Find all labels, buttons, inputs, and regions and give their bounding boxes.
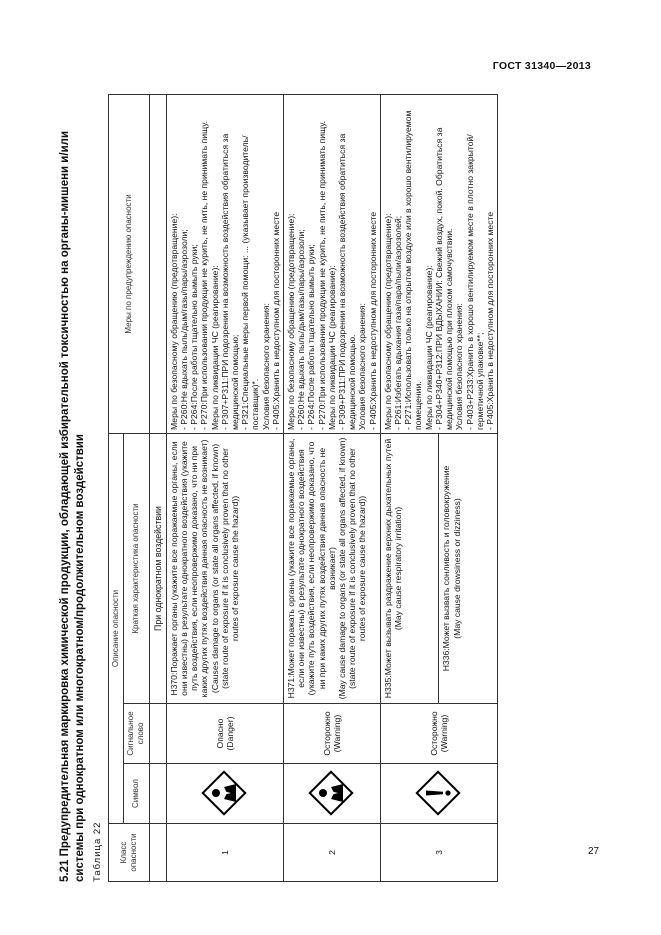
hazard-statement: [284, 433, 381, 703]
hazard-text-ru: H371:Может поражать органы (укажите все поражаемые органы, если они известны) в результате однократного воздействия (укажите путь воздействия, если неопровержимо доказано, что ни при каких других путях воздействия данная опасность не возникает): [286, 438, 337, 699]
measure-line: Меры по безопасному обращению (предотвращение):: [168, 213, 179, 430]
hazard-text-en: (May cause drowsiness or dizziness): [451, 498, 462, 639]
rotated-content: [58, 95, 588, 882]
signal-word-ru: Осторожно: [321, 711, 332, 756]
subheading-spacer: [149, 704, 166, 764]
signal-word: [284, 704, 381, 764]
symbol-cell: [284, 764, 381, 824]
measure-line: - Р264:После работы тщательно вымыть руки;: [189, 244, 200, 430]
signal-word-ru: Осторожно: [428, 711, 439, 756]
measure-line: - Р403+Р233:Хранить в хорошо вентилируемом месте в плотно закрытой/герметичной упаковке**;: [464, 134, 485, 430]
measure-line: Меры по ликвидации ЧС (реагирование):: [326, 265, 337, 430]
measure-line: Меры по ликвидации ЧС (реагирование):: [209, 265, 220, 430]
hazard-text-ru: H335:Может вызывать раздражение верхних дыхательных путей: [382, 438, 393, 699]
subheading-spacer: [149, 764, 166, 824]
hazard-statement: [166, 433, 283, 703]
hazard-class: 1: [166, 824, 283, 882]
subheading-single-exposure: При однократном воздействии: [149, 433, 166, 703]
measure-line: - Р271:Использовать только на открытом воздухе или в хорошо вентилируемом помещении.: [403, 110, 424, 430]
measure-line: Условия безопасного хранения:: [260, 303, 271, 430]
hazard-text-ru: H336:Может вызвать сонливость и головокружение: [441, 465, 452, 672]
symbol-cell: [380, 764, 497, 824]
measure-line: Условия безопасного хранения:: [454, 303, 465, 430]
hazard-statement: [439, 433, 498, 703]
measure-line: - Р261:Избегать вдыхания газа/пара/пыли/аэрозолей;: [393, 215, 404, 430]
hazard-text-ru: H370:Поражает органы (укажите все поражаемые органы, если они известны) в результате однократного воздействия (укажите путь воздействия, если неопровержимо доказано, что ни при каких других путях воздействия данная опасность не возникает): [168, 439, 210, 698]
measure-line: - Р304+Р340+Р312:ПРИ ВДЫХАНИИ: Свежий воздух, покой. Обратиться за медицинской помощью при плохом самочувствии.: [433, 127, 455, 430]
col-header-precautions: Меры по предупреждению опасности: [109, 94, 150, 433]
hazard-class: 2: [284, 824, 381, 882]
measure-line: - Р264:После работы тщательно вымыть руки;: [306, 244, 317, 430]
col-header-class: Класс опасности: [109, 824, 150, 882]
measure-line: - Р270:При использовании продукции не курить, не пить, не принимать пищу.: [199, 120, 210, 430]
hazard-table: [108, 94, 498, 882]
measure-line: Меры по безопасному обращению (предотвращение):: [286, 213, 297, 430]
measure-line: - Р321:Специальные меры первой помощи: ... (указывает производитель/поставщик)*.: [240, 135, 261, 430]
table-row: [166, 94, 283, 881]
signal-word-ru: Опасно: [214, 718, 225, 749]
standard-code: ГОСТ 31340—2013: [492, 60, 591, 72]
col-header-symbol: Символ: [124, 764, 149, 824]
table-label: Таблица 22: [92, 821, 103, 882]
table-row: [284, 94, 381, 881]
signal-word-en: (Warning): [438, 714, 449, 753]
measure-line: - Р260:Не вдыхать пыль/дым/газы/пары/аэрозоли;: [296, 229, 307, 430]
col-header-signal-word: Сигнальное слово: [124, 704, 149, 764]
measure-line: Условия безопасного хранения:: [357, 303, 368, 430]
measure-line: - Р307+Р311:ПРИ подозрении на возможность воздействия обратиться за медицинской помощью;: [219, 133, 241, 430]
hazard-text-en: (May cause respiratory irritation): [393, 506, 404, 631]
subheading-spacer: [149, 94, 166, 433]
page-number: 27: [588, 846, 600, 857]
signal-word-en: (Warning): [331, 714, 342, 753]
table-row: [380, 94, 439, 881]
signal-word: [380, 704, 497, 764]
col-header-short-description: Краткая характеристика опасности: [124, 433, 149, 703]
signal-word: [166, 704, 283, 764]
measure-line: Меры по ликвидации ЧС (реагирование):: [423, 265, 434, 430]
subheading-spacer: [149, 824, 166, 882]
measure-line: - Р309+Р311:ПРИ подозрении на возможность воздействия обратиться за медицинской помощью.: [337, 133, 358, 430]
measure-line: - Р260:Не вдыхать пыль/дым/газы/пары/аэрозоли;: [179, 229, 190, 430]
symbol-cell: [166, 764, 283, 824]
col-header-description: Описание опасности: [109, 433, 124, 823]
health-hazard-icon: [308, 771, 354, 817]
precaution-measures: [380, 94, 497, 433]
measure-line: Меры по безопасному обращению (предотвращение):: [382, 213, 393, 430]
measure-line: - Р405:Хранить в недоступном для посторонних месте: [367, 211, 378, 430]
precaution-measures: [166, 94, 283, 433]
precaution-measures: [284, 94, 381, 433]
hazard-class: 3: [380, 824, 497, 882]
measure-line: - Р405:Хранить в недоступном для посторонних месте: [484, 211, 495, 430]
measure-line: - Р270:При использовании продукции не курить, не пить, не принимать пищу.: [316, 120, 327, 430]
section-title: 5.21 Предупредительная маркировка химической продукции, обладающей избирательной токсичностью на органы-мишени и/или системы при однократном или многократном/продолжительном воздействии: [59, 130, 86, 882]
hazard-text-en: (Causes damage to organs (or state all organs affected, if known) (state route of exposure if it is conclusively proven that no other routes of exposure cause the hazard)): [209, 443, 241, 694]
signal-word-en: (Danger): [224, 716, 235, 751]
health-hazard-icon: [201, 771, 247, 817]
hazard-text-en: (May cause damage to organs (or state all organs affected, if known) (state route of exposure if it is conclusively proven that no other routes of exposure cause the hazard)): [337, 437, 368, 700]
measure-line: - Р405:Хранить в недоступном для посторонних месте: [270, 211, 281, 430]
hazard-statement: [380, 433, 439, 703]
exclamation-mark-icon: [415, 771, 461, 817]
